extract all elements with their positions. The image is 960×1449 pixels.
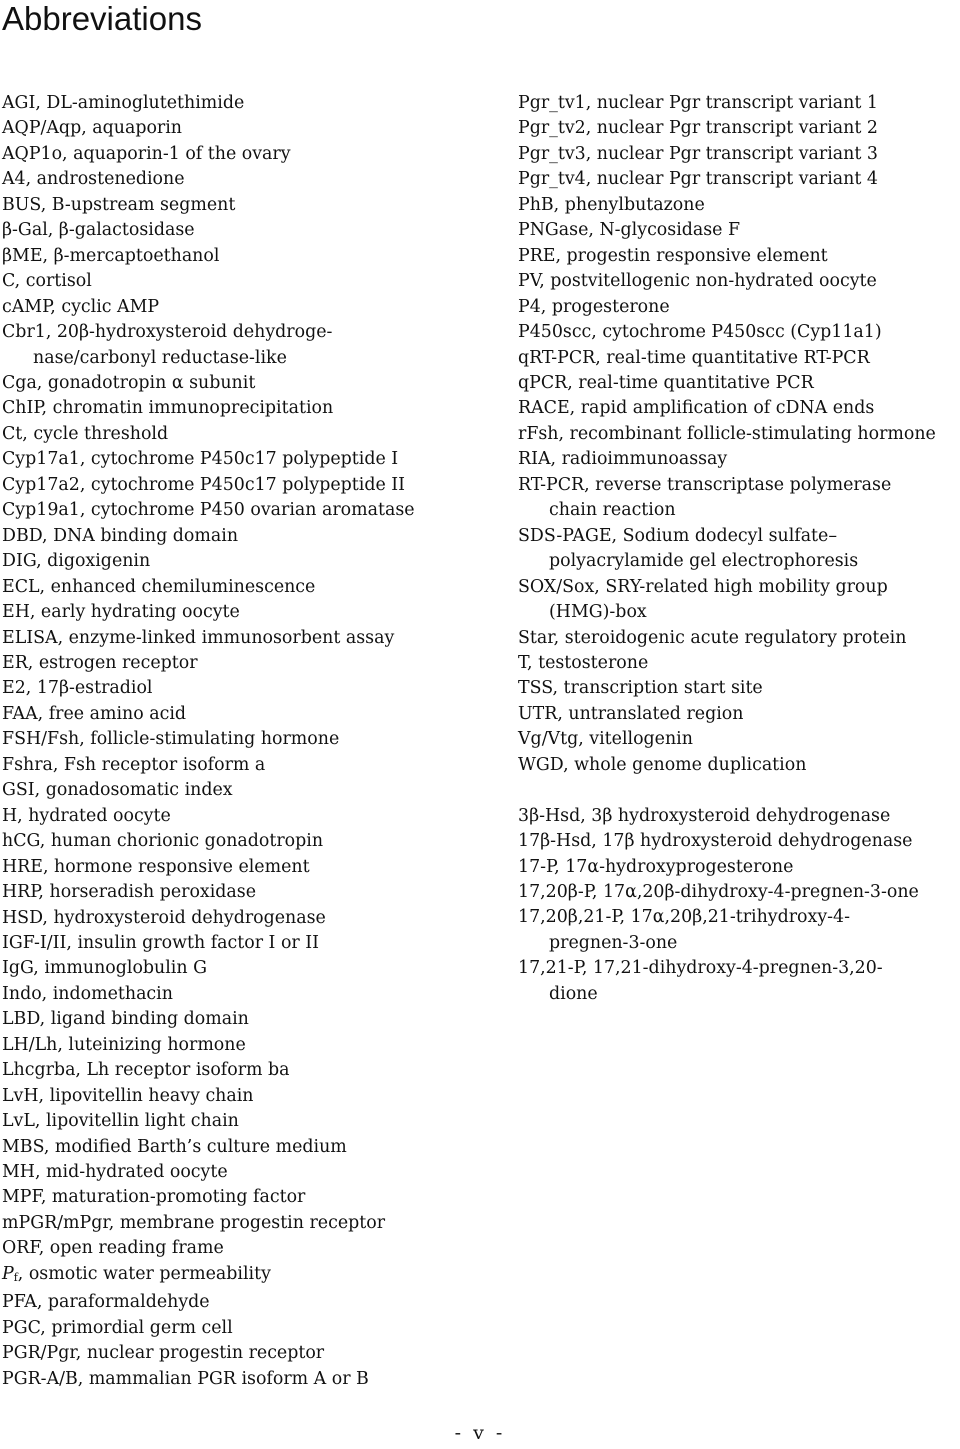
- abbreviation-entry: [2, 295, 502, 320]
- entry-text: Cyp17a1, cytochrome P450c17 polypeptide I: [2, 449, 399, 470]
- entry-text: Fshra, Fsh receptor isoform a: [2, 754, 266, 775]
- entry-subscript: f: [13, 1270, 18, 1284]
- entry-continuation: chain reaction: [549, 500, 676, 521]
- entry-text: rFsh, recombinant follicle-stimulating hormone: [518, 423, 936, 444]
- abbreviation-entry: [518, 218, 960, 243]
- abbreviation-entry: [518, 804, 960, 829]
- page-number: - v -: [454, 1422, 506, 1444]
- entry-text: LH/Lh, luteinizing hormone: [2, 1034, 246, 1055]
- entry-text: H, hydrated oocyte: [2, 805, 171, 826]
- abbreviation-entry: [2, 1160, 502, 1185]
- abbreviation-entry: [518, 396, 960, 421]
- entry-text: ORF, open reading frame: [2, 1238, 224, 1259]
- list-gap: [518, 778, 960, 803]
- entry-text: LvH, lipovitellin heavy chain: [2, 1085, 254, 1106]
- entry-text: Lhcgrba, Lh receptor isoform ba: [2, 1060, 290, 1081]
- abbreviation-entry: [2, 804, 502, 829]
- entry-text: PGR/Pgr, nuclear progestin receptor: [2, 1343, 325, 1364]
- abbreviation-entry: [518, 371, 960, 396]
- abbreviation-entry: [2, 1007, 502, 1032]
- abbreviation-entry: [2, 193, 502, 218]
- entry-text: RT-PCR, reverse transcriptase polymerase: [518, 474, 892, 495]
- entry-text: AQP/Aqp, aquaporin: [2, 118, 183, 139]
- abbreviation-entry: [2, 1262, 502, 1290]
- abbreviation-entry: [518, 269, 960, 294]
- entry-text: RACE, rapid amplification of cDNA ends: [518, 398, 875, 419]
- abbreviation-entry: [518, 167, 960, 192]
- abbreviation-entry: [518, 447, 960, 472]
- abbreviation-entry: [518, 142, 960, 167]
- abbreviation-entry: [518, 244, 960, 269]
- abbreviation-entry: [2, 1033, 502, 1058]
- entry-text: Vg/Vtg, vitellogenin: [518, 729, 693, 750]
- abbreviation-entry: [518, 422, 960, 447]
- abbreviation-entry: [2, 142, 502, 167]
- entry-continuation: pregnen-3-one: [549, 932, 678, 953]
- abbreviation-entry: [2, 829, 502, 854]
- entry-text: Pgr_tv4, nuclear Pgr transcript variant 4: [518, 169, 878, 190]
- entry-text: WGD, whole genome duplication: [518, 754, 807, 775]
- abbreviation-entry: [2, 218, 502, 243]
- entry-text: qRT-PCR, real-time quantitative RT-PCR: [518, 347, 870, 368]
- entry-text: UTR, untranslated region: [518, 703, 744, 724]
- entry-text: SOX/Sox, SRY-related high mobility group: [518, 576, 888, 597]
- entry-text: PGR-A/B, mammalian PGR isoform A or B: [2, 1368, 369, 1389]
- entry-text: DIG, digoxigenin: [2, 551, 151, 572]
- abbreviation-entry: [2, 91, 502, 116]
- entry-text: hCG, human chorionic gonadotropin: [2, 831, 324, 852]
- entry-continuation: (HMG)-box: [549, 602, 647, 623]
- entry-text: ChIP, chromatin immunoprecipitation: [2, 398, 334, 419]
- entry-text: Cbr1, 20β-hydroxysteroid dehydroge-: [2, 322, 333, 343]
- entry-text: P450scc, cytochrome P450scc (Cyp11a1): [518, 322, 882, 343]
- entry-text: EH, early hydrating oocyte: [2, 602, 240, 623]
- abbreviation-entry: [2, 1185, 502, 1210]
- entry-text: Cga, gonadotropin α subunit: [2, 372, 256, 393]
- abbreviation-entry: [518, 727, 960, 752]
- abbreviation-entry: [2, 600, 502, 625]
- abbreviation-entry: [2, 371, 502, 396]
- abbreviation-entry: [518, 193, 960, 218]
- entry-text: MH, mid-hydrated oocyte: [2, 1162, 228, 1183]
- abbreviation-entry: [2, 422, 502, 447]
- entry-text: mPGR/mPgr, membrane progestin receptor: [2, 1212, 386, 1233]
- abbreviation-entry: [2, 473, 502, 498]
- abbreviation-entry: [2, 1367, 502, 1392]
- entry-text: FAA, free amino acid: [2, 703, 187, 724]
- abbreviation-entry: [2, 1290, 502, 1315]
- entry-text: Indo, indomethacin: [2, 983, 173, 1004]
- abbreviation-list-left: [2, 91, 502, 1392]
- abbreviation-entry: [518, 346, 960, 371]
- abbreviation-entry: [2, 575, 502, 600]
- entry-text: Pgr_tv1, nuclear Pgr transcript variant 1: [518, 93, 878, 113]
- abbreviation-entry: [518, 855, 960, 880]
- abbreviation-entry: [2, 269, 502, 294]
- abbreviation-entry: [518, 626, 960, 651]
- entry-text: BUS, B-upstream segment: [2, 194, 236, 215]
- abbreviation-entry: [2, 1084, 502, 1109]
- entry-text: TSS, transcription start site: [518, 678, 763, 699]
- entry-text: LBD, ligand binding domain: [2, 1009, 249, 1030]
- entry-text: AGI, DL-aminoglutethimide: [2, 93, 245, 113]
- abbreviation-entry: [518, 91, 960, 116]
- abbreviation-entry: [2, 626, 502, 651]
- entry-text: ECL, enhanced chemiluminescence: [2, 576, 316, 597]
- abbreviation-entry: [518, 753, 960, 778]
- entry-text: P4, progesterone: [518, 296, 670, 317]
- entry-continuation: dione: [549, 983, 598, 1004]
- abbreviation-entry: [2, 676, 502, 701]
- abbreviation-list-right: [518, 91, 960, 1007]
- entry-text: Pgr_tv2, nuclear Pgr transcript variant 2: [518, 118, 878, 139]
- abbreviation-entry: [518, 956, 960, 1007]
- entry-text: Pgr_tv3, nuclear Pgr transcript variant 3: [518, 143, 878, 164]
- entry-text: PRE, progestin responsive element: [518, 245, 828, 266]
- abbreviation-entry: [2, 727, 502, 752]
- entry-text: 17,21-P, 17,21-dihydroxy-4-pregnen-3,20-: [518, 958, 883, 979]
- abbreviation-entry: [2, 320, 502, 371]
- abbreviation-entry: [2, 651, 502, 676]
- entry-text: PGC, primordial germ cell: [2, 1317, 233, 1338]
- abbreviation-entry: [518, 295, 960, 320]
- entry-text: PhB, phenylbutazone: [518, 194, 705, 215]
- entry-text: T, testosterone: [518, 652, 649, 673]
- abbreviation-entry: [2, 982, 502, 1007]
- abbreviation-entry: [518, 320, 960, 345]
- abbreviation-entry: [518, 905, 960, 956]
- entry-continuation: nase/carbonyl reductase-like: [33, 347, 287, 368]
- abbreviation-entry: [2, 778, 502, 803]
- abbreviation-entry: [518, 702, 960, 727]
- entry-text: FSH/Fsh, follicle-stimulating hormone: [2, 729, 340, 750]
- entry-text: β-Gal, β-galactosidase: [2, 220, 195, 241]
- entry-text: E2, 17β-estradiol: [2, 678, 153, 699]
- entry-text: PV, postvitellogenic non-hydrated oocyte: [518, 271, 877, 292]
- abbreviation-entry: [518, 524, 960, 575]
- abbreviation-entry: [2, 244, 502, 269]
- page-title: Abbreviations: [2, 0, 202, 37]
- abbreviation-entry: [2, 1236, 502, 1261]
- abbreviation-entry: [2, 855, 502, 880]
- abbreviation-entry: [518, 473, 960, 524]
- entry-text: Star, steroidogenic acute regulatory protein: [518, 627, 907, 648]
- entry-text: 3β-Hsd, 3β hydroxysteroid dehydrogenase: [518, 805, 891, 826]
- abbreviation-entry: [518, 651, 960, 676]
- abbreviation-entry: [2, 1316, 502, 1341]
- entry-text: Cyp19a1, cytochrome P450 ovarian aromatase: [2, 500, 415, 521]
- abbreviation-entry: [2, 1058, 502, 1083]
- entry-text: GSI, gonadosomatic index: [2, 780, 233, 801]
- entry-text: Ct, cycle threshold: [2, 423, 169, 444]
- entry-text: MBS, modified Barth’s culture medium: [2, 1136, 347, 1157]
- abbreviation-entry: [518, 116, 960, 141]
- entry-text: LvL, lipovitellin light chain: [2, 1111, 239, 1132]
- entry-italic-symbol: P: [2, 1263, 14, 1284]
- abbreviation-entry: [2, 1341, 502, 1366]
- entry-text: MPF, maturation-promoting factor: [2, 1187, 306, 1208]
- entry-text: 17,20β,21-P, 17α,20β,21-trihydroxy-4-: [518, 907, 850, 928]
- abbreviation-entry: [2, 498, 502, 523]
- abbreviation-entry: [518, 575, 960, 626]
- abbreviation-entry: [2, 906, 502, 931]
- abbreviation-entry: [2, 956, 502, 981]
- entry-text: HRE, hormone responsive element: [2, 856, 310, 877]
- entry-text: 17β-Hsd, 17β hydroxysteroid dehydrogenase: [518, 831, 913, 852]
- abbreviation-entry: [2, 167, 502, 192]
- entry-text: βME, β-mercaptoethanol: [2, 245, 220, 266]
- abbreviation-entry: [2, 931, 502, 956]
- abbreviation-entry: [518, 880, 960, 905]
- entry-text: IgG, immunoglobulin G: [2, 958, 207, 979]
- abbreviation-entry: [518, 676, 960, 701]
- entry-text: RIA, radioimmunoassay: [518, 449, 728, 470]
- entry-text: ELISA, enzyme-linked immunosorbent assay: [2, 627, 395, 648]
- abbreviation-entry: [2, 1211, 502, 1236]
- entry-text: qPCR, real-time quantitative PCR: [518, 372, 814, 393]
- abbreviation-entry: [2, 447, 502, 472]
- entry-text: DBD, DNA binding domain: [2, 525, 239, 546]
- entry-text: 17-P, 17α-hydroxyprogesterone: [518, 856, 794, 877]
- abbreviation-entry: [2, 880, 502, 905]
- entry-text: cAMP, cyclic AMP: [2, 296, 160, 317]
- abbreviation-entry: [2, 1109, 502, 1134]
- abbreviation-entry: [2, 549, 502, 574]
- entry-text: , osmotic water permeability: [17, 1263, 271, 1284]
- abbreviation-entry: [2, 1135, 502, 1160]
- entry-text: IGF-I/II, insulin growth factor I or II: [2, 932, 319, 953]
- abbreviation-entry: [2, 524, 502, 549]
- abbreviation-entry: [518, 829, 960, 854]
- entry-text: HSD, hydroxysteroid dehydrogenase: [2, 907, 326, 928]
- entry-continuation: polyacrylamide gel electrophoresis: [549, 551, 859, 572]
- entry-text: HRP, horseradish peroxidase: [2, 882, 257, 903]
- entry-text: PNGase, N-glycosidase F: [518, 220, 741, 241]
- entry-text: 17,20β-P, 17α,20β-dihydroxy-4-pregnen-3-one: [518, 882, 919, 903]
- abbreviation-entry: [2, 702, 502, 727]
- abbreviation-entry: [2, 116, 502, 141]
- entry-text: A4, androstenedione: [2, 169, 185, 190]
- entry-text: ER, estrogen receptor: [2, 652, 198, 673]
- abbreviation-entry: [2, 396, 502, 421]
- abbreviation-entry: [2, 753, 502, 778]
- entry-text: SDS-PAGE, Sodium dodecyl sulfate–: [518, 525, 838, 546]
- entry-text: PFA, paraformaldehyde: [2, 1292, 210, 1313]
- entry-text: Cyp17a2, cytochrome P450c17 polypeptide II: [2, 474, 406, 495]
- entry-text: C, cortisol: [2, 271, 92, 292]
- entry-text: AQP1o, aquaporin-1 of the ovary: [2, 143, 291, 164]
